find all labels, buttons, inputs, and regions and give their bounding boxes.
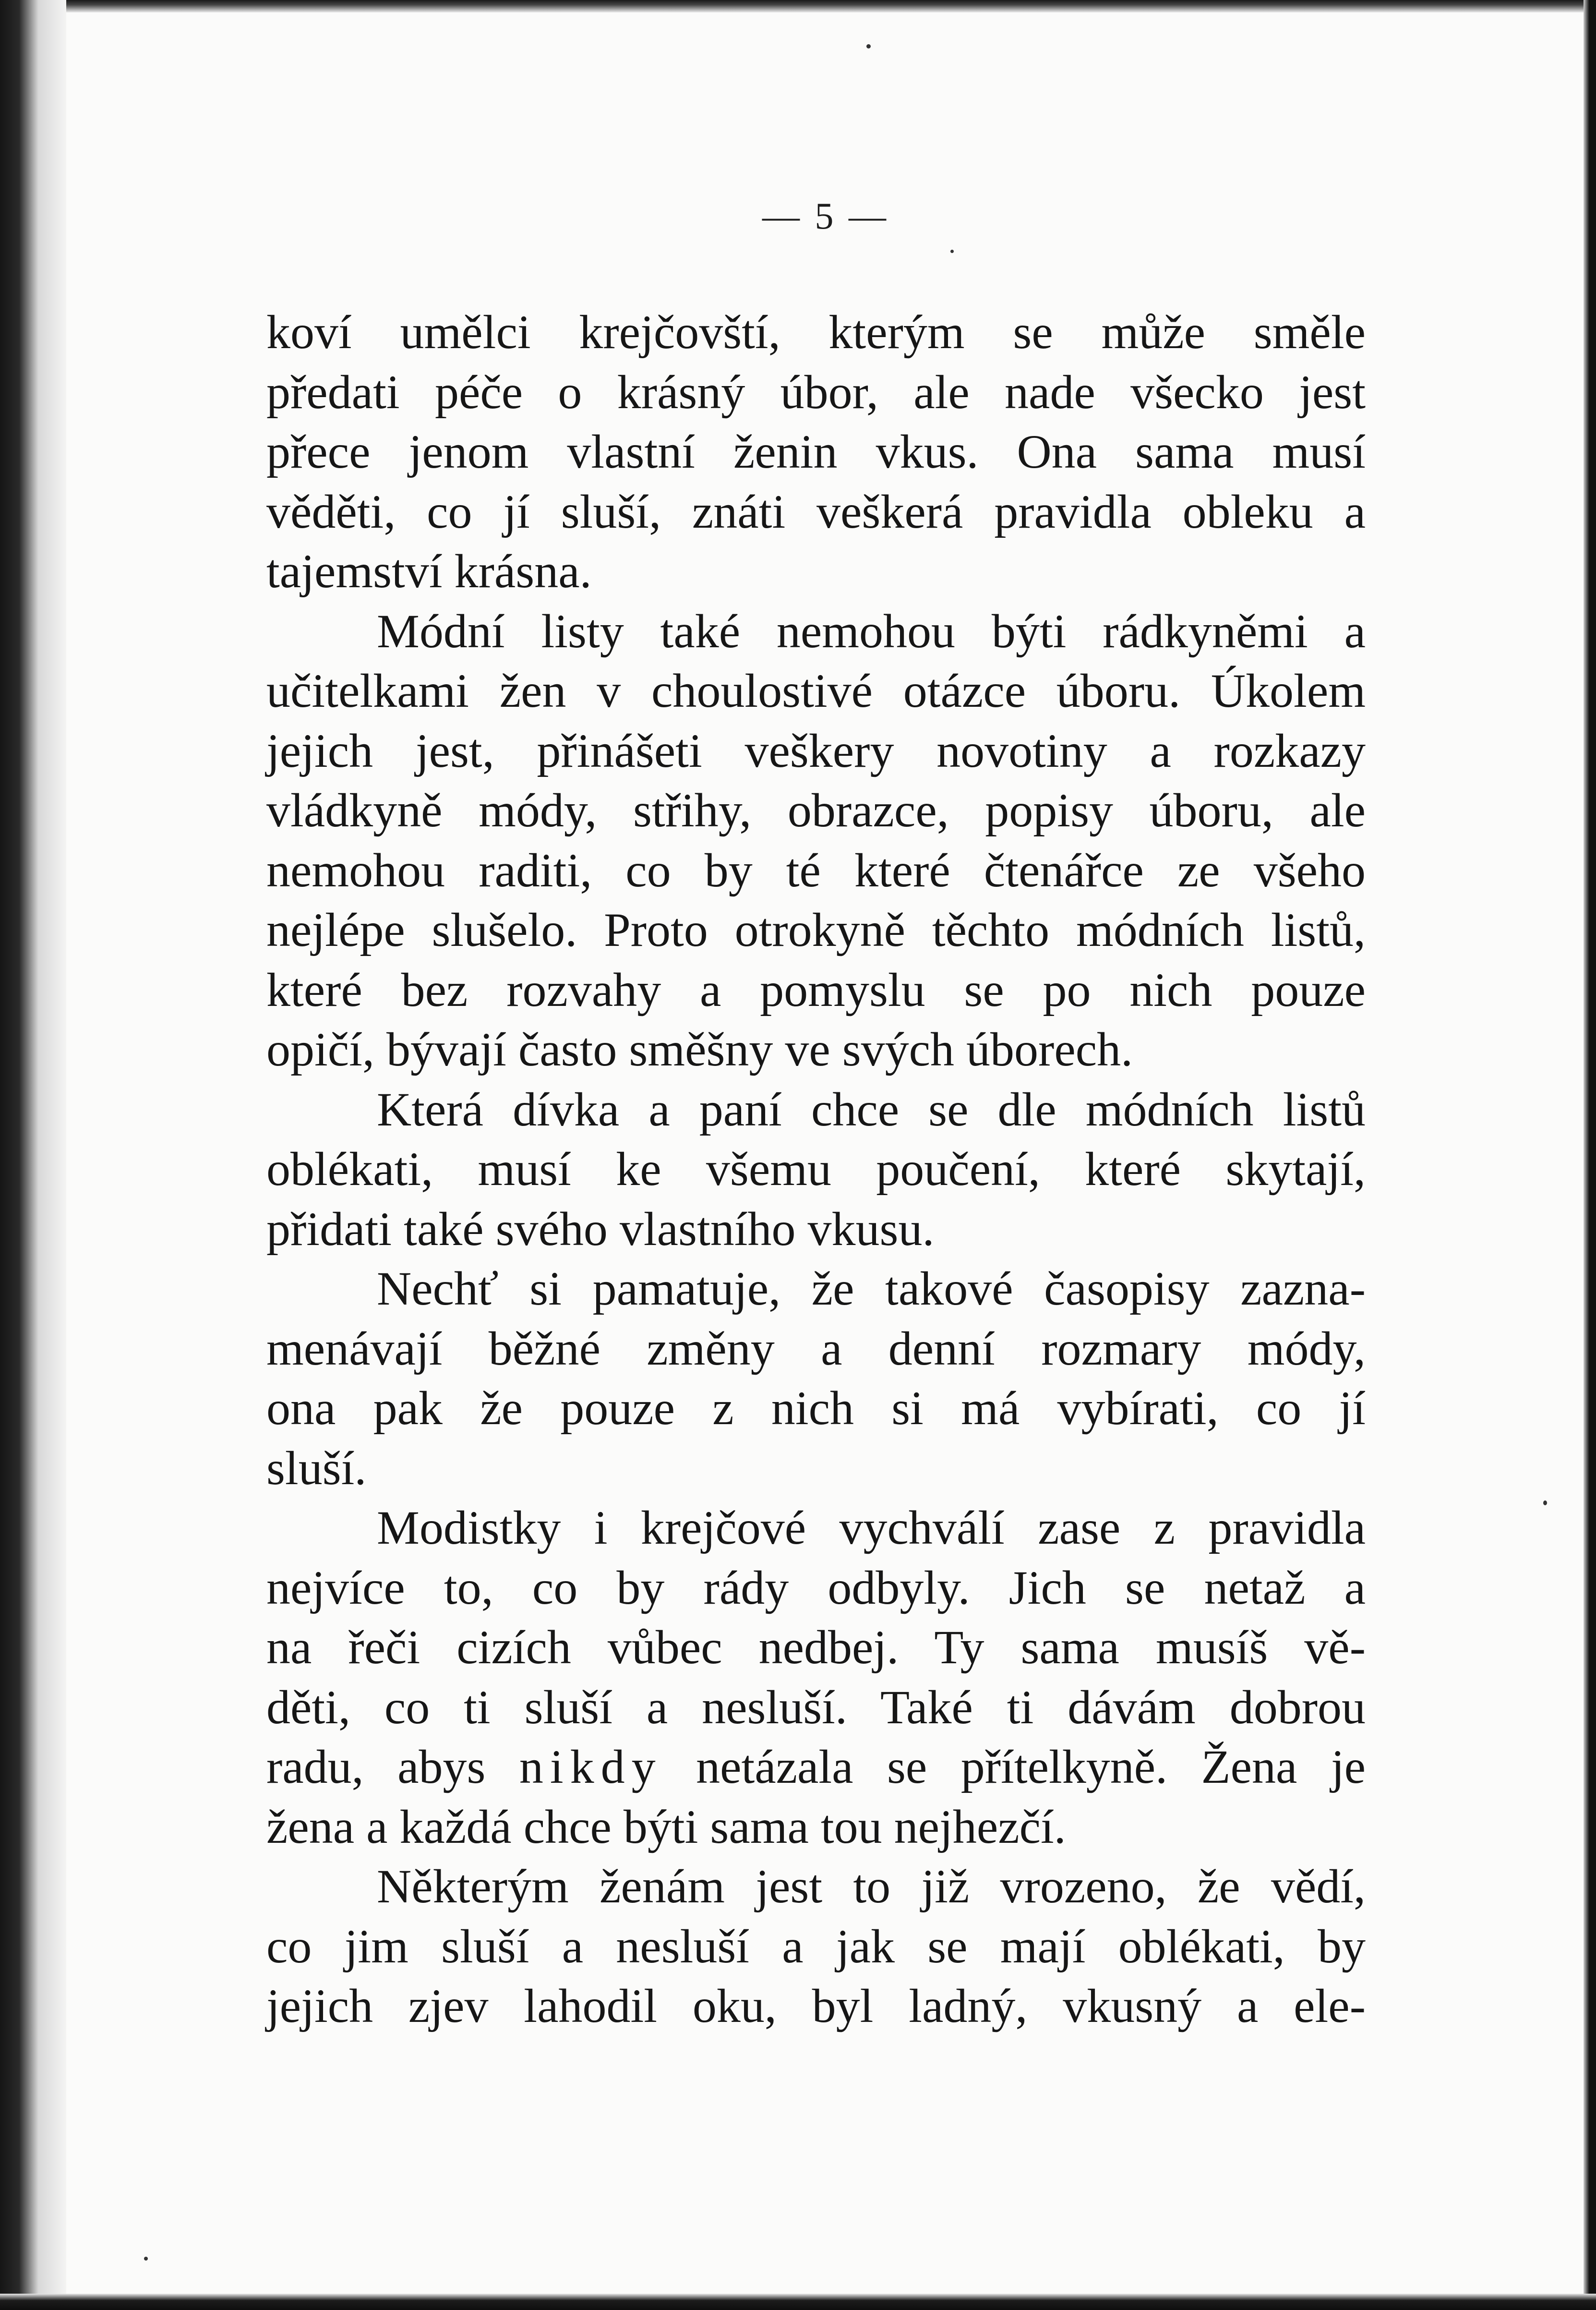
text-line: koví umělci krejčovští, kterým se může směle bbox=[266, 305, 1366, 359]
text-line: sluší. bbox=[266, 1441, 367, 1495]
scan-speck bbox=[144, 2257, 148, 2261]
text-line: nejlépe slušelo. Proto otrokyně těchto módních listů, bbox=[266, 903, 1366, 956]
emphasized-word: nikdy bbox=[519, 1740, 662, 1793]
text-line: oblékati, musí ke všemu poučení, které skytají, bbox=[266, 1142, 1366, 1196]
page-edge-top bbox=[0, 0, 1596, 12]
text-line: na řeči cizích vůbec nedbej. Ty sama musíš vě- bbox=[266, 1621, 1366, 1674]
text-line: Nechť si pamatuje, že takové časopisy zazna- bbox=[377, 1262, 1366, 1315]
text-line: přece jenom vlastní ženin vkus. Ona sama musí bbox=[266, 425, 1366, 478]
body-text bbox=[266, 302, 1366, 2036]
page-edge-right bbox=[1584, 0, 1596, 2310]
text-line: vládkyně módy, střihy, obrazce, popisy úboru, ale bbox=[266, 784, 1366, 837]
page-number: — 5 — bbox=[762, 195, 889, 237]
text-line: tajemství krásna. bbox=[266, 544, 592, 598]
scan-speck bbox=[950, 250, 954, 253]
text-line: jejich zjev lahodil oku, byl ladný, vkusný a ele- bbox=[266, 1979, 1366, 2032]
text-line: ona pak že pouze z nich si má vybírati, co jí bbox=[266, 1381, 1366, 1435]
text-line: učitelkami žen v choulostivé otázce úboru. Úkolem bbox=[266, 664, 1366, 717]
text-line: žena a každá chce býti sama tou nejhezčí. bbox=[266, 1800, 1066, 1853]
text-line: radu, abys nikdy netázala se přítelkyně. Žena je bbox=[266, 1740, 1366, 1793]
text-line: nemohou raditi, co by té které čtenářce ze všeho bbox=[266, 843, 1366, 897]
text-line: předati péče o krásný úbor, ale nade všecko jest bbox=[266, 365, 1366, 419]
text-line: děti, co ti sluší a nesluší. Také ti dávám dobrou bbox=[266, 1680, 1366, 1734]
text-line: Která dívka a paní chce se dle módních listů bbox=[377, 1082, 1366, 1136]
text-line: co jim sluší a nesluší a jak se mají oblékati, by bbox=[266, 1919, 1366, 1973]
text-line: Některým ženám jest to již vrozeno, že vědí, bbox=[377, 1860, 1366, 1913]
text-line: nejvíce to, co by rády odbyly. Jich se netaž a bbox=[266, 1560, 1366, 1614]
text-line: Modistky i krejčové vychválí zase z pravidla bbox=[377, 1501, 1366, 1554]
scan-speck bbox=[866, 44, 871, 48]
text-line: přidati také svého vlastního vkusu. bbox=[266, 1202, 935, 1256]
page-edge-left bbox=[0, 0, 66, 2310]
text-line: věděti, co jí sluší, znáti veškerá pravidla obleku a bbox=[266, 484, 1366, 538]
text-line: Módní listy také nemohou býti rádkyněmi a bbox=[377, 604, 1366, 658]
text-line: opičí, bývají často směšny ve svých úborech. bbox=[266, 1023, 1133, 1076]
text-line: jejich jest, přinášeti veškery novotiny a rozkazy bbox=[266, 724, 1366, 777]
scan-speck bbox=[1543, 1500, 1547, 1505]
text-line: které bez rozvahy a pomyslu se po nich pouze bbox=[266, 963, 1366, 1016]
text-line: menávají běžné změny a denní rozmary módy, bbox=[266, 1321, 1366, 1375]
page-edge-bottom bbox=[0, 2294, 1596, 2310]
